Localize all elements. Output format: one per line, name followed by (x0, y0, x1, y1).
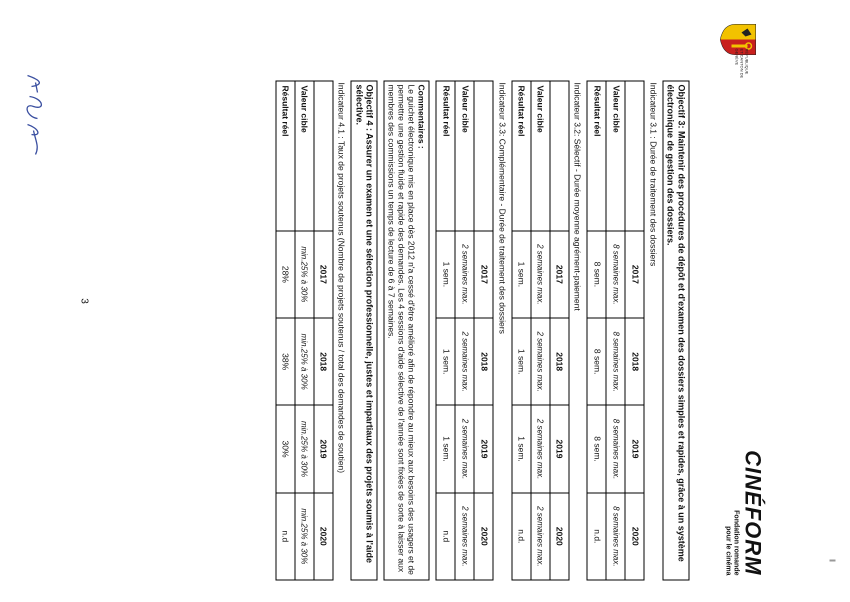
table-row (588, 81, 607, 580)
table-row (456, 81, 475, 580)
page-number: 3 (78, 298, 90, 304)
brand-subtitle-1: Fondation romande (732, 510, 740, 576)
result-value: 28% (276, 231, 295, 318)
target-value: 2 semaines max. (531, 405, 550, 492)
year-cell: 2017 (475, 231, 494, 318)
year-cell: 2019 (314, 405, 333, 492)
target-value: 2 semaines max. (456, 405, 475, 492)
target-value: 8 semaines max. (607, 231, 626, 318)
document-body (276, 81, 690, 581)
target-value: 2 semaines max. (456, 493, 475, 580)
table-header-row (626, 81, 645, 580)
handwritten-initials (20, 71, 50, 161)
table-header-row (314, 81, 333, 580)
indicator-3-2-label: Indicateur 3.2: Sélectif - Durée moyenne agrément-paiement (573, 82, 583, 311)
result-value: 1 sem. (512, 318, 531, 405)
result-value: 30% (276, 405, 295, 492)
target-value: 8 semaines max. (607, 493, 626, 580)
comments-text: Le guichet électronique mis en place dès 2012 n'a cessé d'être amélioré afin de répondre au mieux aux besoins des usagers et de permettre une gestion fluide et rapide des demandes. Les 4 sessions d'aide sélective de l'année sont fixées de sorte à laisser aux membres des commissions un temps de lecture de 6 à 7 semaines. (387, 84, 417, 575)
target-value: 2 semaines max. (456, 318, 475, 405)
indicator-3-3-table (436, 81, 494, 581)
target-label: Valeur cible (607, 81, 626, 231)
target-label: Valeur cible (531, 81, 550, 231)
target-value: min.25% à 30% (295, 231, 314, 318)
document-page (0, 1, 850, 602)
result-value: 38% (276, 318, 295, 405)
indicator-3-3-label: Indicateur 3.3: Complémentaire - Durée de traitement des dossiers (497, 82, 508, 334)
target-value: 2 semaines max. (531, 231, 550, 318)
target-value: 8 semaines max. (607, 405, 626, 492)
year-cell: 2017 (626, 231, 645, 318)
year-cell: 2019 (550, 405, 569, 492)
target-value: 2 semaines max. (456, 231, 475, 318)
table-row (295, 81, 314, 580)
comments-box (384, 81, 430, 581)
indicator-3-2-table (512, 81, 570, 581)
year-cell: 2017 (550, 231, 569, 318)
result-value: 8 sem. (588, 405, 607, 492)
year-cell: 2017 (314, 231, 333, 318)
result-value: 8 sem. (588, 318, 607, 405)
result-label: Résultat réel (588, 81, 607, 231)
year-cell: 2018 (314, 318, 333, 405)
result-value: 1 sem. (512, 231, 531, 318)
table-row (607, 81, 626, 580)
year-cell: 2020 (475, 493, 494, 580)
cineforom-logo (724, 450, 766, 575)
table-row (512, 81, 531, 580)
year-cell: 2020 (550, 493, 569, 580)
result-value: 1 sem. (437, 318, 456, 405)
result-label: Résultat réel (437, 81, 456, 231)
objective-4-heading: Objectif 4 : Assurer un examen et une sélection professionnelle, justes et impartiaux des projets soumis à l'aide sélective. (351, 81, 378, 581)
target-value: min.25% à 30% (295, 318, 314, 405)
year-cell: 2019 (626, 405, 645, 492)
target-value: min.25% à 30% (295, 493, 314, 580)
year-cell: 2018 (626, 318, 645, 405)
indicator-3-1-label: Indicateur 3.1 : Durée de traitement des dossiers (648, 82, 659, 267)
logo-left-caption: RÉPUBLIQUE ET CANTON DE GENÈVE (734, 48, 750, 79)
result-value: n.d (437, 493, 456, 580)
result-value: 1 sem. (437, 231, 456, 318)
target-value: 2 semaines max. (531, 493, 550, 580)
target-label: Valeur cible (295, 81, 314, 231)
result-value: 1 sem. (437, 405, 456, 492)
result-value: 1 sem. (512, 405, 531, 492)
target-value: min.25% à 30% (295, 405, 314, 492)
brand-name: CINÉFORM (740, 450, 766, 576)
brand-subtitle-2: pour le cinéma (724, 526, 732, 576)
empty-cell (314, 81, 333, 231)
year-cell: 2020 (626, 493, 645, 580)
target-value: 8 semaines max. (607, 318, 626, 405)
year-cell: 2018 (475, 318, 494, 405)
year-cell: 2020 (314, 493, 333, 580)
scan-mark (830, 560, 836, 562)
result-label: Résultat réel (512, 81, 531, 231)
table-header-row (475, 81, 494, 580)
table-header-row (550, 81, 569, 580)
empty-cell (475, 81, 494, 231)
table-row (276, 81, 295, 580)
result-label: Résultat réel (276, 81, 295, 231)
result-value: n.d (276, 493, 295, 580)
comments-title: Commentaires : (417, 84, 427, 149)
indicator-4-1-table (276, 81, 334, 581)
result-value: n.d. (588, 493, 607, 580)
result-value: 8 sem. (588, 231, 607, 318)
empty-cell (550, 81, 569, 231)
target-label: Valeur cible (456, 81, 475, 231)
table-row (531, 81, 550, 580)
table-row (437, 81, 456, 580)
empty-cell (626, 81, 645, 231)
year-cell: 2019 (475, 405, 494, 492)
objective-3-heading: Objectif 3: Maintenir des procédures de dépôt et d'examen des dossiers simples et rapides, grâce à un système électronique de gestion des dossiers. (663, 81, 690, 581)
target-value: 2 semaines max. (531, 318, 550, 405)
indicator-4-1-label: Indicateur 4.1 : Taux de projets soutenus (Nombre de projets soutenus / total des demandes de soutien) (337, 82, 347, 474)
year-cell: 2018 (550, 318, 569, 405)
indicator-3-1-table (587, 81, 645, 581)
result-value: n.d. (512, 493, 531, 580)
